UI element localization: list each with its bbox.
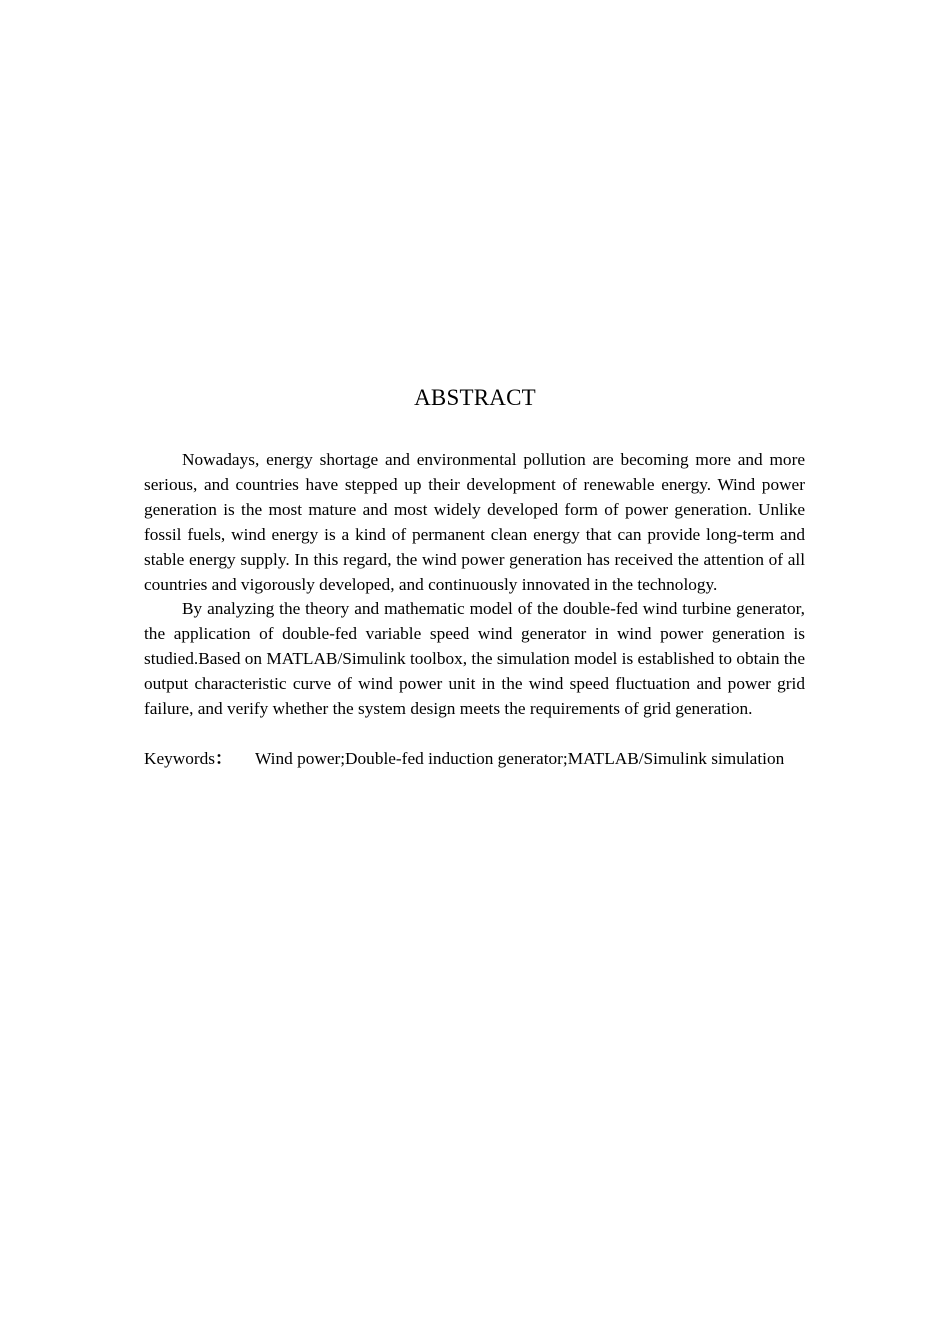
abstract-body	[144, 448, 805, 772]
keywords-line	[144, 747, 805, 772]
abstract-paragraph-1: Nowadays, energy shortage and environmental pollution are becoming more and more serious, and countries have stepped up their development of renewable energy. Wind power generation is the most mature and most widely developed form of power generation. Unlike fossil fuels, wind energy is a kind of permanent clean energy that can provide long-term and stable energy supply. In this regard, the wind power generation has received the attention of all countries and vigorously developed, and continuously innovated in the technology.	[144, 450, 805, 594]
keywords-label: Keywords	[144, 748, 216, 768]
keywords-separator: ：	[215, 748, 233, 768]
abstract-heading: ABSTRACT	[414, 385, 536, 410]
keywords-text: Wind power;Double-fed induction generator;MATLAB/Simulink simulation	[255, 748, 785, 768]
abstract-paragraph-2: By analyzing the theory and mathematic model of the double-fed wind turbine generator, the application of double-fed variable speed wind generator in wind power generation is studied.Based on MATLAB/Simulink toolbox, the simulation model is established to obtain the output characteristic curve of wind power unit in the wind speed fluctuation and power grid failure, and verify whether the system design meets the requirements of grid generation.	[144, 599, 805, 719]
